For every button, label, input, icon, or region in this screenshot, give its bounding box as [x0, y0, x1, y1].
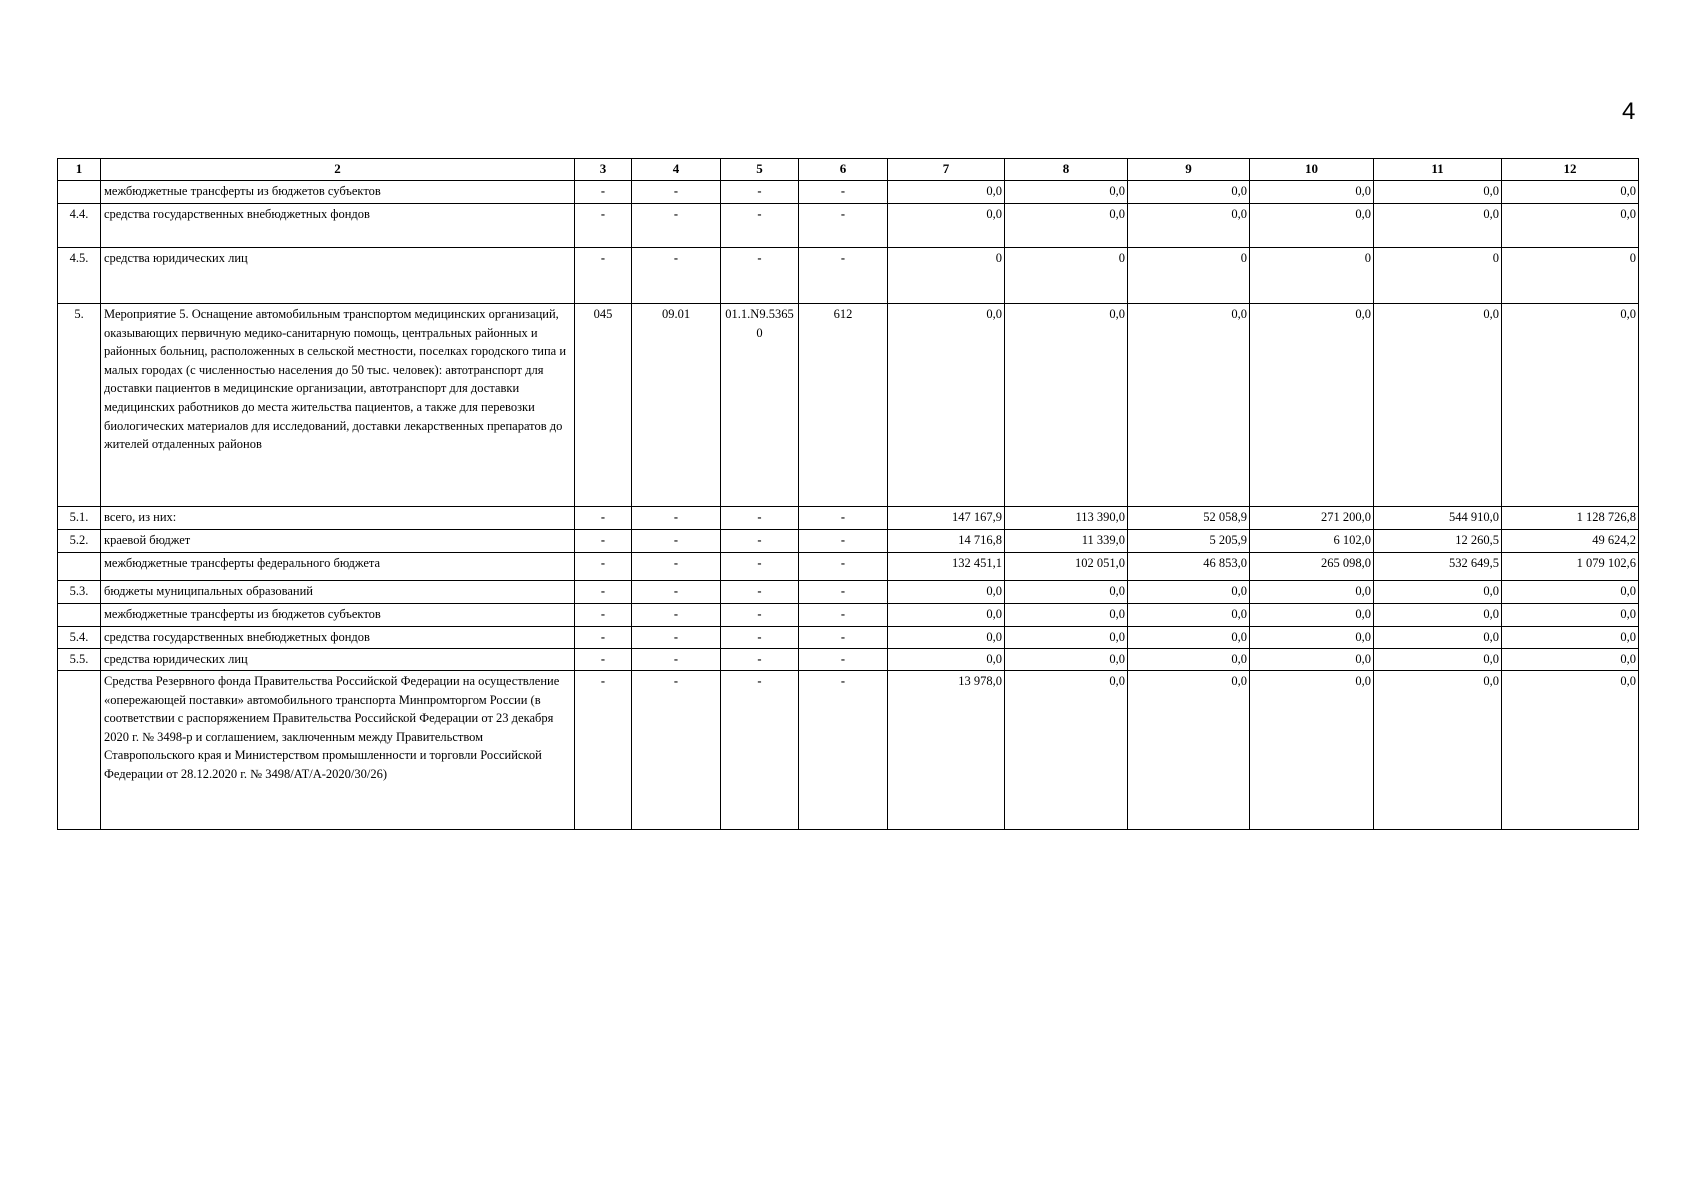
cell-col9: 0,0: [1128, 649, 1250, 671]
cell-col8: 0: [1005, 248, 1128, 304]
column-header: 1: [58, 159, 101, 181]
cell-col5: -: [721, 530, 799, 553]
cell-col9: 0,0: [1128, 581, 1250, 604]
cell-col5: -: [721, 604, 799, 627]
cell-col12: 49 624,2: [1502, 530, 1639, 553]
table-row: [58, 604, 1639, 627]
row-description: межбюджетные трансферты из бюджетов субъектов: [101, 604, 575, 627]
cell-col4: -: [632, 627, 721, 649]
table-row: [58, 627, 1639, 649]
column-header: 10: [1250, 159, 1374, 181]
cell-col9: 0,0: [1128, 181, 1250, 204]
column-header: 8: [1005, 159, 1128, 181]
cell-col6: -: [799, 248, 888, 304]
cell-col9: 46 853,0: [1128, 553, 1250, 581]
row-number: 4.4.: [58, 204, 101, 248]
cell-col8: 0,0: [1005, 181, 1128, 204]
column-header: 4: [632, 159, 721, 181]
cell-col12: 0,0: [1502, 649, 1639, 671]
cell-col3: -: [575, 530, 632, 553]
cell-col10: 6 102,0: [1250, 530, 1374, 553]
cell-col12: 0,0: [1502, 204, 1639, 248]
cell-col11: 532 649,5: [1374, 553, 1502, 581]
row-number: [58, 604, 101, 627]
row-description: межбюджетные трансферты федерального бюджета: [101, 553, 575, 581]
cell-col3: -: [575, 581, 632, 604]
cell-col12: 0,0: [1502, 604, 1639, 627]
row-description: межбюджетные трансферты из бюджетов субъектов: [101, 181, 575, 204]
cell-col11: 0,0: [1374, 671, 1502, 830]
cell-col7: 0,0: [888, 204, 1005, 248]
cell-col10: 0: [1250, 248, 1374, 304]
cell-col5: -: [721, 248, 799, 304]
column-header: 5: [721, 159, 799, 181]
cell-col7: 0,0: [888, 649, 1005, 671]
cell-col10: 271 200,0: [1250, 507, 1374, 530]
table-row: [58, 248, 1639, 304]
table-row: [58, 204, 1639, 248]
cell-col5: -: [721, 671, 799, 830]
cell-col7: 0,0: [888, 181, 1005, 204]
column-header: 6: [799, 159, 888, 181]
row-description: бюджеты муниципальных образований: [101, 581, 575, 604]
row-number: [58, 181, 101, 204]
cell-col10: 265 098,0: [1250, 553, 1374, 581]
cell-col3: -: [575, 204, 632, 248]
cell-col4: 09.01: [632, 304, 721, 507]
cell-col7: 147 167,9: [888, 507, 1005, 530]
cell-col3: -: [575, 649, 632, 671]
cell-col8: 0,0: [1005, 627, 1128, 649]
cell-col9: 5 205,9: [1128, 530, 1250, 553]
cell-col4: -: [632, 507, 721, 530]
row-description: Мероприятие 5. Оснащение автомобильным транспортом медицинских организаций, оказывающих первичную медико-санитарную помощь, центральных районных и районных больниц, расположенных в сельской местности, поселках городского типа и малых городах (с численностью населения до 50 тыс. человек): автотранспорт для доставки пациентов в медицинские организации, автотранспорт для доставки медицинских работников до места жительства пациентов, а также для перевозки биологических материалов для исследований, доставки лекарственных препаратов до жителей отдаленных районов: [101, 304, 575, 507]
table-row: [58, 507, 1639, 530]
cell-col9: 0,0: [1128, 604, 1250, 627]
cell-col12: 0,0: [1502, 627, 1639, 649]
cell-col6: -: [799, 604, 888, 627]
cell-col10: 0,0: [1250, 581, 1374, 604]
cell-col4: -: [632, 671, 721, 830]
table-row: [58, 671, 1639, 830]
row-description: средства государственных внебюджетных фондов: [101, 204, 575, 248]
cell-col6: -: [799, 181, 888, 204]
cell-col7: 0: [888, 248, 1005, 304]
row-number: 5.2.: [58, 530, 101, 553]
cell-col4: -: [632, 248, 721, 304]
cell-col12: 0: [1502, 248, 1639, 304]
row-description: средства государственных внебюджетных фондов: [101, 627, 575, 649]
row-description: средства юридических лиц: [101, 649, 575, 671]
column-header: 7: [888, 159, 1005, 181]
cell-col6: -: [799, 581, 888, 604]
cell-col4: -: [632, 181, 721, 204]
row-number: [58, 553, 101, 581]
cell-col9: 0,0: [1128, 627, 1250, 649]
row-number: 5.: [58, 304, 101, 507]
cell-col3: -: [575, 604, 632, 627]
cell-col10: 0,0: [1250, 649, 1374, 671]
cell-col3: 045: [575, 304, 632, 507]
cell-col12: 0,0: [1502, 671, 1639, 830]
cell-col10: 0,0: [1250, 304, 1374, 507]
cell-col11: 0,0: [1374, 204, 1502, 248]
cell-col10: 0,0: [1250, 604, 1374, 627]
column-header: 2: [101, 159, 575, 181]
cell-col11: 0,0: [1374, 181, 1502, 204]
cell-col6: -: [799, 649, 888, 671]
cell-col7: 0,0: [888, 627, 1005, 649]
cell-col5: 01.1.N9.53650: [721, 304, 799, 507]
cell-col5: -: [721, 627, 799, 649]
row-description: краевой бюджет: [101, 530, 575, 553]
cell-col12: 0,0: [1502, 181, 1639, 204]
cell-col3: -: [575, 248, 632, 304]
cell-col5: -: [721, 581, 799, 604]
cell-col8: 0,0: [1005, 204, 1128, 248]
cell-col12: 0,0: [1502, 304, 1639, 507]
cell-col4: -: [632, 649, 721, 671]
cell-col3: -: [575, 181, 632, 204]
cell-col5: -: [721, 181, 799, 204]
cell-col8: 102 051,0: [1005, 553, 1128, 581]
cell-col8: 113 390,0: [1005, 507, 1128, 530]
cell-col9: 0,0: [1128, 204, 1250, 248]
cell-col12: 0,0: [1502, 581, 1639, 604]
cell-col4: -: [632, 530, 721, 553]
cell-col9: 52 058,9: [1128, 507, 1250, 530]
cell-col8: 0,0: [1005, 581, 1128, 604]
cell-col12: 1 128 726,8: [1502, 507, 1639, 530]
cell-col11: 0,0: [1374, 304, 1502, 507]
cell-col5: -: [721, 507, 799, 530]
cell-col10: 0,0: [1250, 671, 1374, 830]
cell-col11: 12 260,5: [1374, 530, 1502, 553]
cell-col9: 0: [1128, 248, 1250, 304]
cell-col3: -: [575, 627, 632, 649]
cell-col7: 0,0: [888, 604, 1005, 627]
cell-col5: -: [721, 649, 799, 671]
cell-col11: 544 910,0: [1374, 507, 1502, 530]
cell-col7: 132 451,1: [888, 553, 1005, 581]
cell-col3: -: [575, 671, 632, 830]
cell-col6: -: [799, 553, 888, 581]
cell-col8: 0,0: [1005, 649, 1128, 671]
cell-col6: -: [799, 671, 888, 830]
page-number: 4: [1622, 98, 1636, 125]
cell-col6: 612: [799, 304, 888, 507]
table-row: [58, 649, 1639, 671]
cell-col9: 0,0: [1128, 671, 1250, 830]
cell-col6: -: [799, 530, 888, 553]
cell-col11: 0,0: [1374, 627, 1502, 649]
cell-col6: -: [799, 507, 888, 530]
cell-col11: 0,0: [1374, 581, 1502, 604]
cell-col4: -: [632, 604, 721, 627]
cell-col5: -: [721, 553, 799, 581]
row-number: [58, 671, 101, 830]
cell-col8: 0,0: [1005, 671, 1128, 830]
table-row: [58, 304, 1639, 507]
row-number: 5.1.: [58, 507, 101, 530]
cell-col5: -: [721, 204, 799, 248]
cell-col4: -: [632, 553, 721, 581]
table-row: [58, 530, 1639, 553]
cell-col6: -: [799, 627, 888, 649]
cell-col7: 14 716,8: [888, 530, 1005, 553]
row-number: 4.5.: [58, 248, 101, 304]
row-description: всего, из них:: [101, 507, 575, 530]
cell-col3: -: [575, 507, 632, 530]
cell-col4: -: [632, 204, 721, 248]
cell-col8: 11 339,0: [1005, 530, 1128, 553]
table-row: [58, 181, 1639, 204]
table-row: [58, 581, 1639, 604]
cell-col11: 0,0: [1374, 649, 1502, 671]
table-row: [58, 553, 1639, 581]
cell-col7: 13 978,0: [888, 671, 1005, 830]
cell-col10: 0,0: [1250, 181, 1374, 204]
cell-col3: -: [575, 553, 632, 581]
cell-col10: 0,0: [1250, 627, 1374, 649]
row-description: Средства Резервного фонда Правительства Российской Федерации на осуществление «опережающей поставки» автомобильного транспорта Минпромторгом России (в соответствии с распоряжением Правительства Российской Федерации от 23 декабря 2020 г. № 3498-р и соглашением, заключенным между Правительством Ставропольского края и Министерством промышленности и торговли Российской Федерации от 28.12.2020 г. № 3498/АТ/А-2020/30/26): [101, 671, 575, 830]
cell-col7: 0,0: [888, 304, 1005, 507]
column-number-header-row: [58, 159, 1639, 181]
row-number: 5.3.: [58, 581, 101, 604]
cell-col12: 1 079 102,6: [1502, 553, 1639, 581]
cell-col11: 0: [1374, 248, 1502, 304]
cell-col6: -: [799, 204, 888, 248]
row-description: средства юридических лиц: [101, 248, 575, 304]
column-header: 12: [1502, 159, 1639, 181]
cell-col11: 0,0: [1374, 604, 1502, 627]
row-number: 5.5.: [58, 649, 101, 671]
column-header: 11: [1374, 159, 1502, 181]
cell-col7: 0,0: [888, 581, 1005, 604]
budget-table: [57, 158, 1639, 830]
column-header: 9: [1128, 159, 1250, 181]
cell-col9: 0,0: [1128, 304, 1250, 507]
cell-col8: 0,0: [1005, 604, 1128, 627]
cell-col10: 0,0: [1250, 204, 1374, 248]
column-header: 3: [575, 159, 632, 181]
row-number: 5.4.: [58, 627, 101, 649]
cell-col4: -: [632, 581, 721, 604]
cell-col8: 0,0: [1005, 304, 1128, 507]
